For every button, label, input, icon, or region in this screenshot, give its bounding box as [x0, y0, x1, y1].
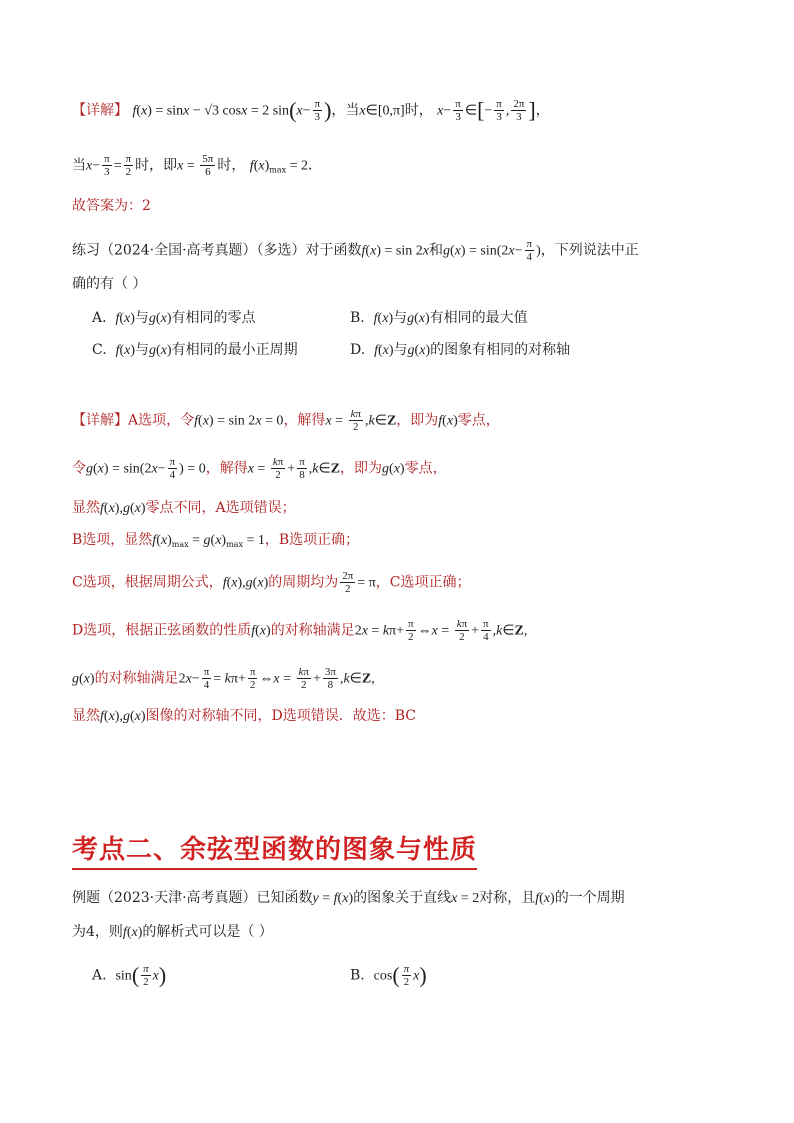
detail2-line3: 显然f(x),g(x)零点不同，A选项错误；	[72, 500, 296, 516]
example-option-b[interactable]: B. cos( $\frac{\pi}{2}$ x)	[350, 962, 427, 988]
option-b[interactable]: B. f(x)与g(x)有相同的最大值	[350, 310, 528, 326]
detail-tag: 【详解】	[72, 102, 128, 119]
detail2-line2: 令g(x) = sin(2x− $\frac{\pi}{4}$ ) = 0，解得x = $\frac{k\pi}{2}$ + $\frac{\pi}{8}$ ,k∈Z，即为g(x)零点，	[72, 456, 447, 481]
exercise-line1: 练习（2024·全国·高考真题）（多选）对于函数f(x) = sin 2x和g(x) = sin(2x− $\frac{\pi}{4}$ )，下列说法中正	[72, 238, 639, 263]
example-option-a[interactable]: A. sin( $\frac{\pi}{2}$ x)	[92, 962, 167, 988]
exercise-line2: 确的有（ ）	[72, 276, 147, 292]
option-c[interactable]: C. f(x)与g(x)有相同的最小正周期	[92, 342, 298, 358]
example-line2: 为4，则f(x)的解析式可以是（ ）	[72, 924, 273, 940]
detail1-line: 【详解】 f(x) = sinx − √3 cosx = 2 sin(x− $\frac{\pi}{3}$ )，当x∈[0,π]时， x− $\frac{\pi}{3}$ ∈[− $\frac{\pi}{3}$ , $\frac{2\pi}{3}$ ]，	[72, 97, 550, 123]
detail2-line8: 显然f(x),g(x)图像的对称轴不同，D选项错误．故选：BC	[72, 708, 416, 724]
option-a[interactable]: A. f(x)与g(x)有相同的零点	[92, 310, 256, 326]
detail1-line2: 当x− $\frac{\pi}{3}$ = $\frac{\pi}{2}$ 时，即x = $\frac{5\pi}{6}$ 时， $f(x)_{max} = 2$．	[72, 153, 323, 178]
detail2-line1: 【详解】A选项，令f(x) = sin 2x = 0，解得x = $\frac{k\pi}{2}$ ,k∈Z，即为f(x)零点，	[72, 408, 500, 433]
option-d[interactable]: D. f(x)与g(x)的图象有相同的对称轴	[350, 342, 571, 358]
detail2-line4: B选项，显然$f(x)_{max} = g(x)_{max} = 1$，B选项正确；	[72, 532, 360, 549]
answer-line: 故答案为：2	[72, 198, 151, 214]
detail2-line6: D选项，根据正弦函数的性质f(x)的对称轴满足2x = kπ+ $\frac{\pi}{2}$ ⇔x = $\frac{k\pi}{2}$ + $\frac{\pi}{4}$ ,k∈Z,	[72, 618, 528, 643]
detail2-line7: g(x)的对称轴满足2x− $\frac{\pi}{4}$ = kπ+ $\frac{\pi}{2}$ ⇔x = $\frac{k\pi}{2}$ + $\frac{3\pi}{8}$ ,k∈Z,	[72, 666, 375, 691]
section-heading: 考点二、余弦型函数的图象与性质	[72, 832, 477, 870]
example-line1: 例题（2023·天津·高考真题）已知函数y = f(x)的图象关于直线x = 2对称，且f(x)的一个周期	[72, 890, 625, 906]
detail2-line5: C选项，根据周期公式，f(x),g(x)的周期均为 $\frac{2\pi}{2}$ = π，C选项正确；	[72, 570, 471, 595]
